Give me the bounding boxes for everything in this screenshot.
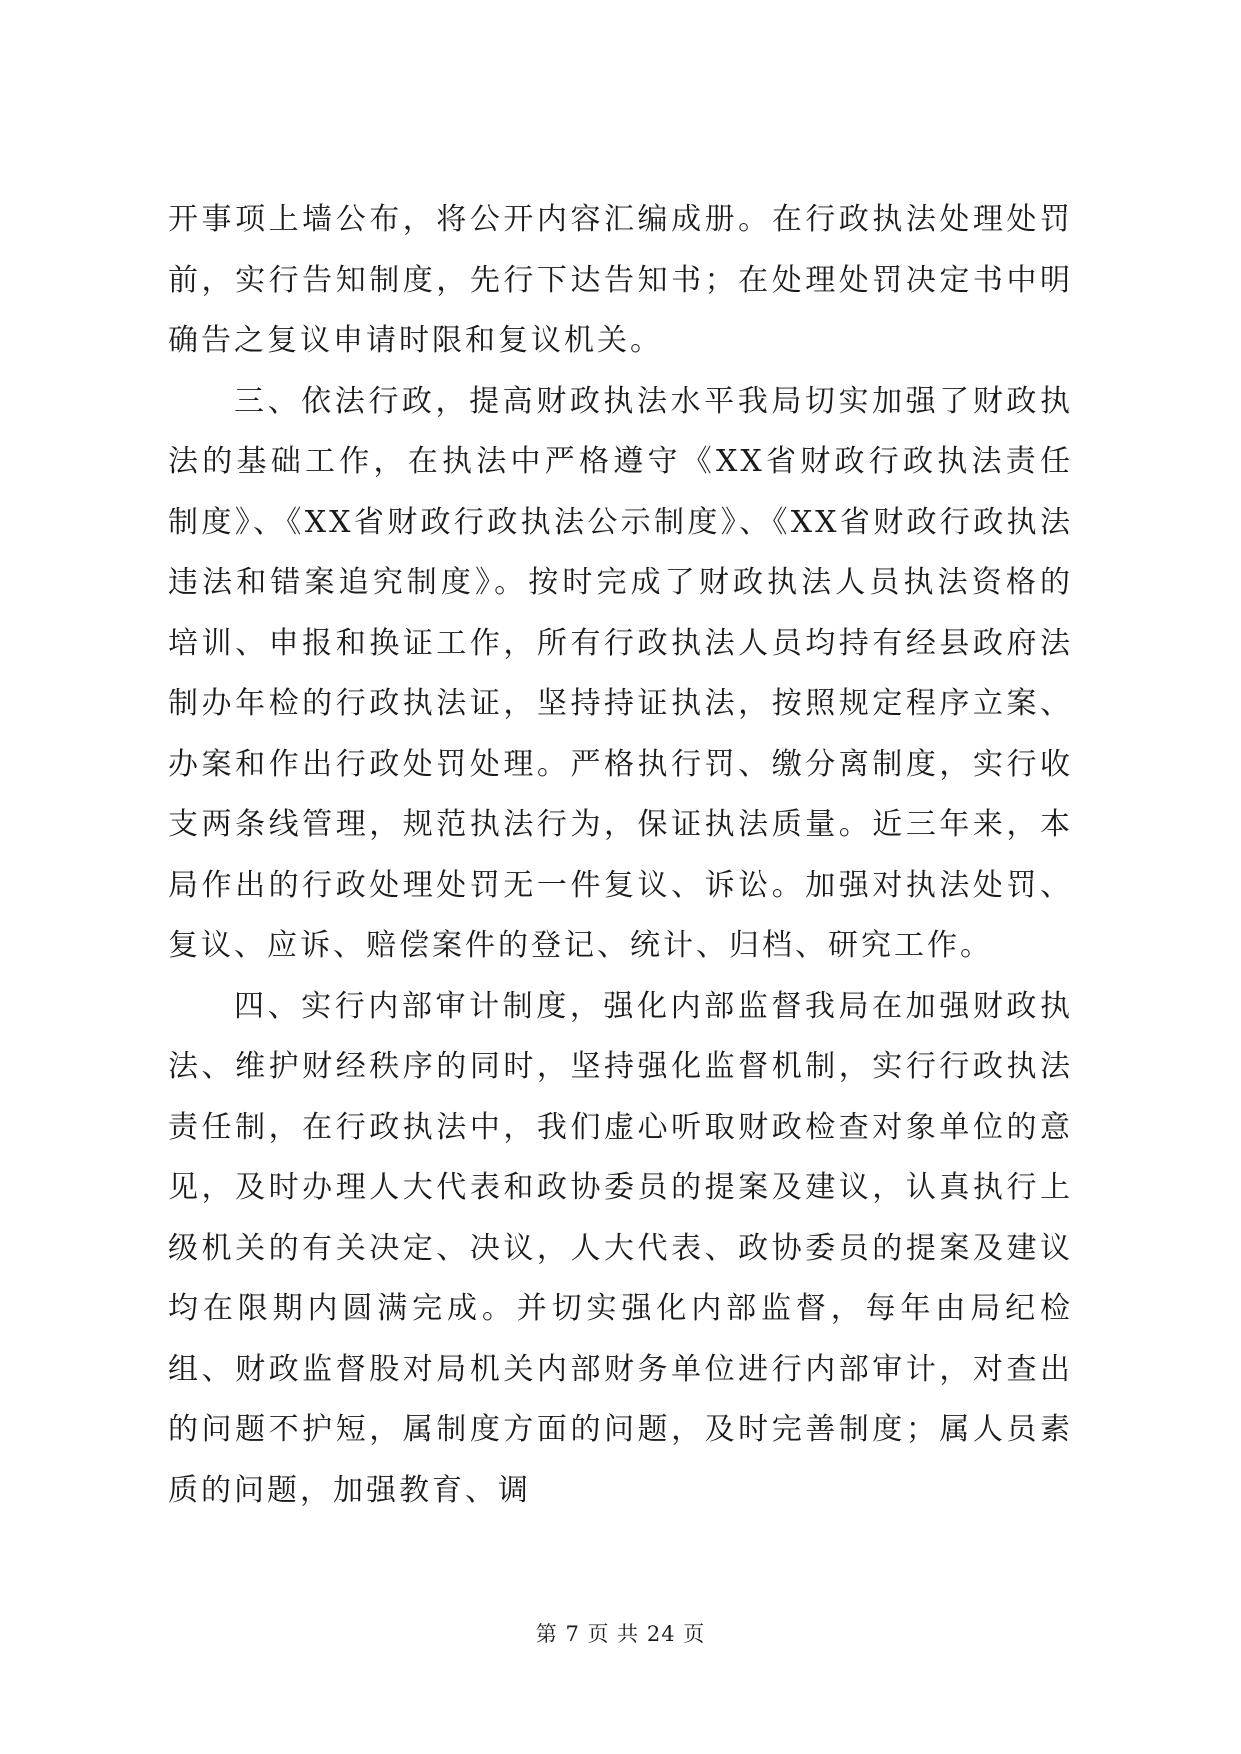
- page-number-footer: 第 7 页 共 24 页: [535, 1622, 706, 1646]
- paragraph-1: 开事项上墙公布，将公开内容汇编成册。在行政执法处理处罚前，实行告知制度，先行下达告知书；在处理处罚决定书中明确告之复议申请时限和复议机关。: [168, 202, 1073, 358]
- paragraph-2-section-three: 三、依法行政，提高财政执法水平我局切实加强了财政执法的基础工作，在执法中严格遵守《XX省财政行政执法责任制度》、《XX省财政行政执法公示制度》、《XX省财政行政执法违法和错案追究制度》。按时完成了财政执法人员执法资格的培训、申报和换证工作，所有行政执法人员均持有经县政府法制办年检的行政执法证，坚持持证执法，按照规定程序立案、办案和作出行政处罚处理。严格执行罚、缴分离制度，实行收支两条线管理，规范执法行为，保证执法质量。近三年来，本局作出的行政处理处罚无一件复议、诉讼。加强对执法处罚、复议、应诉、赔偿案件的登记、统计、归档、研究工作。: [168, 383, 1073, 963]
- paragraph-3-section-four: 四、实行内部审计制度，强化内部监督我局在加强财政执法、维护财经秩序的同时，坚持强化监督机制，实行行政执法责任制，在行政执法中，我们虚心听取财政检查对象单位的意见，及时办理人大代表和政协委员的提案及建议，认真执行上级机关的有关决定、决议，人大代表、政协委员的提案及建议均在限期内圆满完成。并切实强化内部监督，每年由局纪检组、财政监督股对局机关内部财务单位进行内部审计，对查出的问题不护短，属制度方面的问题，及时完善制度；属人员素质的问题，加强教育、调: [168, 988, 1073, 1508]
- document-body: [168, 190, 1073, 1521]
